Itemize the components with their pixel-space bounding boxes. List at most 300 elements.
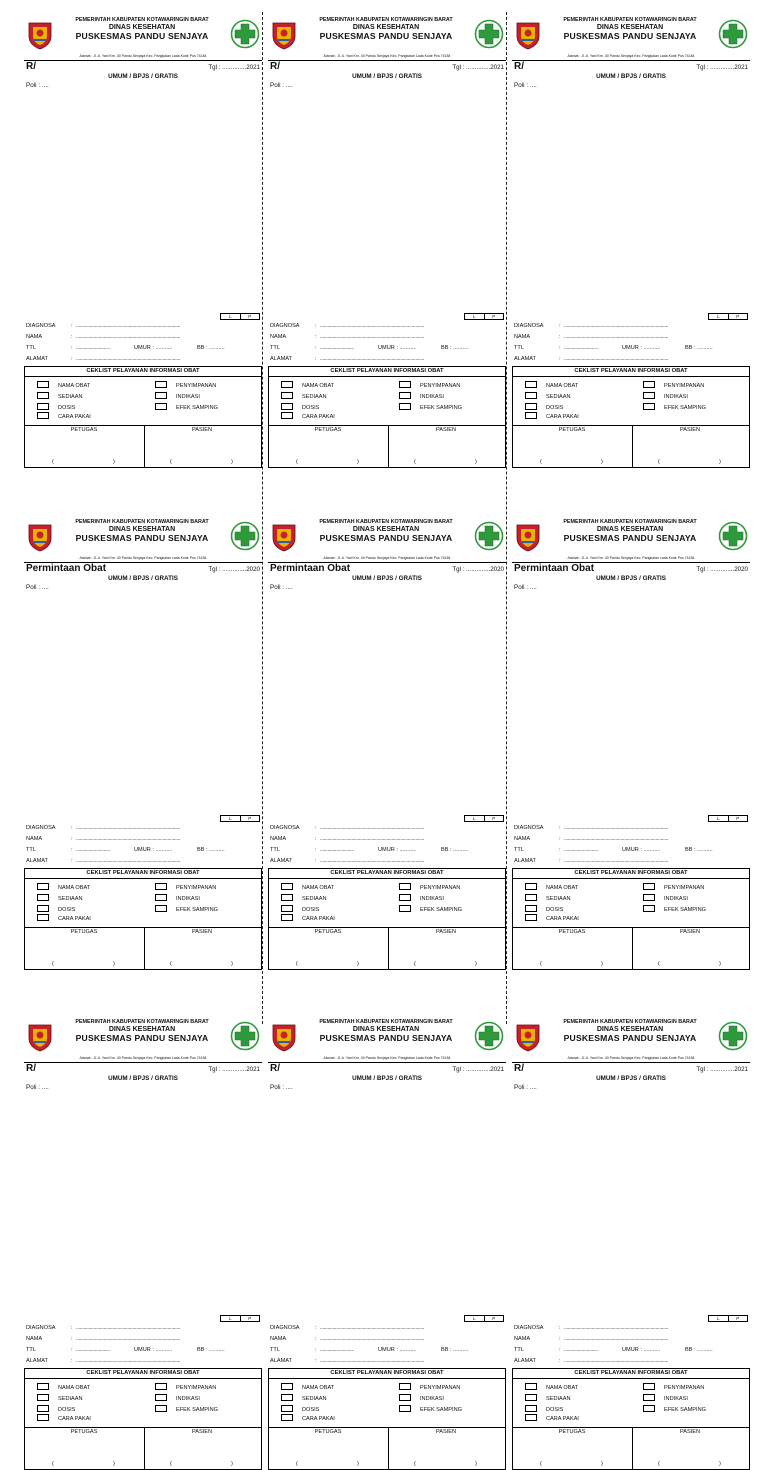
checkbox[interactable] bbox=[525, 1383, 537, 1390]
alamat-dots: ................................................................................... bbox=[564, 858, 669, 864]
payer-type: UMUM / BPJS / GRATIS bbox=[108, 73, 178, 80]
nama-dots: ................................................................................... bbox=[320, 836, 425, 842]
pasien-paren-open: ( bbox=[414, 1461, 416, 1467]
form-title: Permintaan Obat bbox=[514, 563, 595, 574]
colon: : bbox=[315, 847, 317, 853]
gender-l: L bbox=[716, 816, 720, 821]
checklist-grid bbox=[513, 879, 749, 928]
checkbox[interactable] bbox=[525, 894, 537, 901]
department-name: DINAS KESEHATAN bbox=[596, 23, 664, 31]
header-text bbox=[56, 519, 228, 560]
prescription-slip bbox=[268, 14, 506, 474]
colon: : bbox=[559, 825, 561, 831]
checkbox[interactable] bbox=[155, 1405, 167, 1412]
checklist-box bbox=[24, 868, 262, 970]
checklist-title: CEKLIST PELAYANAN INFORMASI OBAT bbox=[513, 869, 749, 879]
date-field: Tgl : ..............2020 bbox=[452, 566, 504, 573]
ttl-dots: ........................... bbox=[76, 847, 110, 853]
checkbox[interactable] bbox=[643, 894, 655, 901]
petugas-paren-open: ( bbox=[296, 961, 298, 967]
pasien-paren-open: ( bbox=[658, 961, 660, 967]
checkbox[interactable] bbox=[643, 883, 655, 890]
slip-header bbox=[512, 1016, 750, 1064]
alamat-label: ALAMAT bbox=[26, 858, 48, 864]
checkbox[interactable] bbox=[525, 1405, 537, 1412]
government-name: PEMERINTAH KABUPATEN KOTAWARINGIN BARAT bbox=[75, 17, 209, 23]
checkbox[interactable] bbox=[643, 1383, 655, 1390]
department-name: DINAS KESEHATAN bbox=[108, 23, 176, 31]
checkbox[interactable] bbox=[37, 1414, 49, 1421]
check-label: CARA PAKAI bbox=[58, 1416, 91, 1422]
ttl-label: TTL bbox=[26, 345, 36, 351]
clinic-name: PUSKESMAS PANDU SENJAYA bbox=[563, 30, 697, 41]
nama-row bbox=[268, 835, 506, 845]
checkbox[interactable] bbox=[281, 914, 293, 921]
check-label: PENYIMPANAN bbox=[420, 383, 461, 389]
gender-p: P bbox=[240, 1316, 260, 1321]
form-title: R/ bbox=[514, 1063, 524, 1074]
colon: : bbox=[315, 1347, 317, 1353]
regency-emblem-icon bbox=[515, 1022, 541, 1052]
colon: : bbox=[71, 825, 73, 831]
check-label: NAMA OBAT bbox=[302, 383, 335, 389]
check-label: PENYIMPANAN bbox=[176, 1385, 217, 1391]
prescription-slip bbox=[24, 1016, 262, 1467]
petugas-paren-open: ( bbox=[540, 459, 542, 465]
colon: : bbox=[315, 356, 317, 362]
checkbox[interactable] bbox=[643, 1394, 655, 1401]
checkbox[interactable] bbox=[281, 403, 293, 410]
nama-label: NAMA bbox=[270, 1336, 287, 1342]
petugas-paren-close: ) bbox=[601, 1461, 603, 1467]
poli-field: Poli : .... bbox=[514, 584, 537, 591]
check-label: SEDIAAN bbox=[546, 394, 571, 400]
clinic-address: Alamat : Jl. A. Yani Km. 40 Pandu Senjaya Kec. Pangkalan Lada Kode Pos 74184 bbox=[567, 556, 695, 560]
checkbox[interactable] bbox=[37, 381, 49, 388]
puskesmas-cross-icon bbox=[718, 1021, 748, 1051]
date-field: Tgl : ..............2020 bbox=[208, 566, 260, 573]
checkbox[interactable] bbox=[155, 403, 167, 410]
check-label: DOSIS bbox=[58, 1407, 76, 1413]
checklist-box bbox=[268, 366, 506, 468]
alamat-row bbox=[512, 1357, 750, 1367]
payer-type: UMUM / BPJS / GRATIS bbox=[596, 1075, 666, 1082]
diagnosa-row bbox=[24, 824, 262, 834]
checkbox[interactable] bbox=[525, 905, 537, 912]
checkbox[interactable] bbox=[37, 412, 49, 419]
clinic-name: PUSKESMAS PANDU SENJAYA bbox=[75, 1032, 209, 1043]
checklist-grid bbox=[25, 879, 261, 928]
check-label: CARA PAKAI bbox=[302, 916, 335, 922]
colon: : bbox=[71, 323, 73, 329]
department-name: DINAS KESEHATAN bbox=[352, 525, 420, 533]
check-label: PENYIMPANAN bbox=[420, 1385, 461, 1391]
checkbox[interactable] bbox=[37, 1383, 49, 1390]
checkbox[interactable] bbox=[281, 381, 293, 388]
checkbox[interactable] bbox=[525, 883, 537, 890]
alamat-label: ALAMAT bbox=[26, 356, 48, 362]
diagnosa-label: DIAGNOSA bbox=[514, 323, 544, 329]
alamat-dots: ................................................................................... bbox=[76, 858, 181, 864]
check-label: SEDIAAN bbox=[302, 1396, 327, 1402]
poli-field: Poli : .... bbox=[26, 1084, 49, 1091]
regency-emblem-icon bbox=[271, 20, 297, 50]
form-title: R/ bbox=[270, 1063, 280, 1074]
checkbox[interactable] bbox=[525, 392, 537, 399]
regency-emblem-icon bbox=[271, 1022, 297, 1052]
colon: : bbox=[559, 334, 561, 340]
clinic-name: PUSKESMAS PANDU SENJAYA bbox=[319, 1032, 453, 1043]
signature-area bbox=[513, 426, 749, 467]
colon: : bbox=[559, 323, 561, 329]
gender-l: L bbox=[228, 816, 232, 821]
ttl-row bbox=[268, 344, 506, 354]
pasien-paren-open: ( bbox=[414, 459, 416, 465]
checkbox[interactable] bbox=[37, 403, 49, 410]
check-label: INDIKASI bbox=[664, 896, 688, 902]
puskesmas-cross-icon bbox=[474, 1021, 504, 1051]
form-title: R/ bbox=[514, 61, 524, 72]
regency-emblem-icon bbox=[27, 522, 53, 552]
checkbox[interactable] bbox=[155, 381, 167, 388]
nama-label: NAMA bbox=[270, 334, 287, 340]
checkbox[interactable] bbox=[281, 1414, 293, 1421]
checkbox[interactable] bbox=[399, 1394, 411, 1401]
check-label: NAMA OBAT bbox=[58, 885, 91, 891]
diagnosa-dots: ................................................................................... bbox=[564, 1325, 669, 1331]
gender-p: P bbox=[240, 314, 260, 319]
nama-row bbox=[24, 333, 262, 343]
diagnosa-label: DIAGNOSA bbox=[514, 1325, 544, 1331]
bb-field: BB : .......... bbox=[685, 847, 713, 853]
checklist-grid bbox=[25, 377, 261, 426]
checkbox[interactable] bbox=[37, 905, 49, 912]
government-name: PEMERINTAH KABUPATEN KOTAWARINGIN BARAT bbox=[563, 17, 697, 23]
government-name: PEMERINTAH KABUPATEN KOTAWARINGIN BARAT bbox=[319, 17, 453, 23]
diagnosa-label: DIAGNOSA bbox=[26, 323, 56, 329]
cut-line-1 bbox=[262, 12, 263, 1024]
payer-type: UMUM / BPJS / GRATIS bbox=[596, 575, 666, 582]
form-title: R/ bbox=[26, 1063, 36, 1074]
department-name: DINAS KESEHATAN bbox=[108, 1025, 176, 1033]
checklist-box bbox=[512, 366, 750, 468]
checklist-title: CEKLIST PELAYANAN INFORMASI OBAT bbox=[269, 1369, 505, 1379]
checkbox[interactable] bbox=[399, 905, 411, 912]
check-label: SEDIAAN bbox=[58, 1396, 83, 1402]
clinic-name: PUSKESMAS PANDU SENJAYA bbox=[563, 1032, 697, 1043]
diagnosa-dots: ................................................................................... bbox=[564, 323, 669, 329]
checkbox[interactable] bbox=[281, 1383, 293, 1390]
diagnosa-row bbox=[512, 824, 750, 834]
check-label: PENYIMPANAN bbox=[664, 1385, 705, 1391]
gender-p: P bbox=[484, 816, 504, 821]
checklist-grid bbox=[269, 879, 505, 928]
pasien-paren-open: ( bbox=[658, 1461, 660, 1467]
checklist-title: CEKLIST PELAYANAN INFORMASI OBAT bbox=[25, 367, 261, 377]
petugas-paren-close: ) bbox=[357, 459, 359, 465]
alamat-row bbox=[268, 355, 506, 365]
checkbox[interactable] bbox=[155, 905, 167, 912]
check-label: INDIKASI bbox=[664, 394, 688, 400]
date-field: Tgl : ..............2021 bbox=[208, 1066, 260, 1073]
bb-field: BB : .......... bbox=[197, 345, 225, 351]
check-label: PENYIMPANAN bbox=[176, 383, 217, 389]
regency-emblem-icon bbox=[515, 20, 541, 50]
header-rule bbox=[24, 60, 262, 61]
alamat-row bbox=[268, 1357, 506, 1367]
petugas-label: PETUGAS bbox=[70, 929, 98, 935]
checkbox[interactable] bbox=[155, 883, 167, 890]
clinic-address: Alamat : Jl. A. Yani Km. 40 Pandu Senjaya Kec. Pangkalan Lada Kode Pos 74184 bbox=[79, 1056, 207, 1060]
bb-field: BB : .......... bbox=[197, 847, 225, 853]
payer-type: UMUM / BPJS / GRATIS bbox=[108, 1075, 178, 1082]
checkbox[interactable] bbox=[643, 381, 655, 388]
check-label: INDIKASI bbox=[420, 394, 444, 400]
alamat-dots: ................................................................................... bbox=[76, 356, 181, 362]
checkbox[interactable] bbox=[399, 381, 411, 388]
checkbox[interactable] bbox=[37, 914, 49, 921]
checkbox[interactable] bbox=[399, 1383, 411, 1390]
checkbox[interactable] bbox=[525, 412, 537, 419]
checkbox[interactable] bbox=[155, 894, 167, 901]
checklist-grid bbox=[513, 1379, 749, 1428]
check-label: CARA PAKAI bbox=[58, 414, 91, 420]
petugas-paren-open: ( bbox=[52, 459, 54, 465]
colon: : bbox=[315, 1358, 317, 1364]
pasien-paren-close: ) bbox=[719, 961, 721, 967]
slip-header bbox=[24, 516, 262, 564]
alamat-dots: ................................................................................... bbox=[564, 356, 669, 362]
ttl-dots: ........................... bbox=[320, 847, 354, 853]
puskesmas-cross-icon bbox=[474, 19, 504, 49]
checkbox[interactable] bbox=[281, 883, 293, 890]
gender-box bbox=[708, 313, 748, 320]
puskesmas-cross-icon bbox=[230, 19, 260, 49]
clinic-address: Alamat : Jl. A. Yani Km. 40 Pandu Senjaya Kec. Pangkalan Lada Kode Pos 74184 bbox=[323, 556, 451, 560]
department-name: DINAS KESEHATAN bbox=[596, 525, 664, 533]
diagnosa-dots: ................................................................................... bbox=[76, 825, 181, 831]
alamat-row bbox=[24, 857, 262, 867]
checkbox[interactable] bbox=[525, 914, 537, 921]
colon: : bbox=[315, 323, 317, 329]
checkbox[interactable] bbox=[37, 1405, 49, 1412]
checkbox[interactable] bbox=[525, 403, 537, 410]
check-label: EFEK SAMPING bbox=[664, 1407, 706, 1413]
pasien-label: PASIEN bbox=[191, 1429, 213, 1435]
government-name: PEMERINTAH KABUPATEN KOTAWARINGIN BARAT bbox=[75, 519, 209, 525]
diagnosa-dots: ................................................................................... bbox=[320, 323, 425, 329]
signature-area bbox=[269, 928, 505, 969]
prescription-slip bbox=[24, 516, 262, 976]
colon: : bbox=[315, 345, 317, 351]
check-label: CARA PAKAI bbox=[546, 414, 579, 420]
petugas-label: PETUGAS bbox=[558, 1429, 586, 1435]
pasien-paren-close: ) bbox=[231, 459, 233, 465]
gender-l: L bbox=[472, 314, 476, 319]
alamat-row bbox=[512, 857, 750, 867]
checklist-title: CEKLIST PELAYANAN INFORMASI OBAT bbox=[25, 1369, 261, 1379]
check-label: NAMA OBAT bbox=[546, 383, 579, 389]
gender-l: L bbox=[228, 1316, 232, 1321]
slip-header bbox=[268, 1016, 506, 1064]
bb-field: BB : .......... bbox=[197, 1347, 225, 1353]
clinic-address: Alamat : Jl. A. Yani Km. 40 Pandu Senjaya Kec. Pangkalan Lada Kode Pos 74184 bbox=[567, 1056, 695, 1060]
diagnosa-label: DIAGNOSA bbox=[270, 825, 300, 831]
diagnosa-dots: ................................................................................... bbox=[76, 1325, 181, 1331]
diagnosa-row bbox=[268, 322, 506, 332]
checkbox[interactable] bbox=[281, 1394, 293, 1401]
pasien-label: PASIEN bbox=[679, 427, 701, 433]
government-name: PEMERINTAH KABUPATEN KOTAWARINGIN BARAT bbox=[563, 519, 697, 525]
checkbox[interactable] bbox=[525, 381, 537, 388]
checkbox[interactable] bbox=[155, 1383, 167, 1390]
checkbox[interactable] bbox=[37, 894, 49, 901]
ttl-label: TTL bbox=[514, 847, 524, 853]
form-title: R/ bbox=[26, 61, 36, 72]
check-label: DOSIS bbox=[302, 907, 320, 913]
petugas-paren-open: ( bbox=[52, 961, 54, 967]
checkbox[interactable] bbox=[399, 1405, 411, 1412]
checkbox[interactable] bbox=[643, 392, 655, 399]
checkbox[interactable] bbox=[281, 1405, 293, 1412]
colon: : bbox=[71, 334, 73, 340]
nama-row bbox=[512, 1335, 750, 1345]
form-title: Permintaan Obat bbox=[26, 563, 107, 574]
diagnosa-label: DIAGNOSA bbox=[514, 825, 544, 831]
checklist-grid bbox=[513, 377, 749, 426]
checklist-title: CEKLIST PELAYANAN INFORMASI OBAT bbox=[513, 367, 749, 377]
checkbox[interactable] bbox=[643, 905, 655, 912]
pasien-paren-close: ) bbox=[231, 1461, 233, 1467]
petugas-label: PETUGAS bbox=[70, 427, 98, 433]
bb-field: BB : .......... bbox=[441, 847, 469, 853]
checkbox[interactable] bbox=[525, 1394, 537, 1401]
checkbox[interactable] bbox=[281, 392, 293, 399]
checkbox[interactable] bbox=[37, 883, 49, 890]
nama-dots: ................................................................................... bbox=[320, 1336, 425, 1342]
petugas-label: PETUGAS bbox=[314, 427, 342, 433]
check-label: EFEK SAMPING bbox=[420, 1407, 462, 1413]
gender-p: P bbox=[728, 816, 748, 821]
prescription-slip bbox=[268, 516, 506, 976]
header-rule bbox=[512, 60, 750, 61]
check-label: INDIKASI bbox=[176, 394, 200, 400]
poli-field: Poli : .... bbox=[26, 584, 49, 591]
petugas-label: PETUGAS bbox=[314, 1429, 342, 1435]
nama-label: NAMA bbox=[514, 836, 531, 842]
pasien-label: PASIEN bbox=[679, 1429, 701, 1435]
prescription-slip bbox=[512, 1016, 750, 1467]
checkbox[interactable] bbox=[525, 1414, 537, 1421]
checkbox[interactable] bbox=[281, 894, 293, 901]
check-label: PENYIMPANAN bbox=[420, 885, 461, 891]
checkbox[interactable] bbox=[643, 1405, 655, 1412]
colon: : bbox=[559, 847, 561, 853]
gender-p: P bbox=[484, 314, 504, 319]
nama-label: NAMA bbox=[26, 334, 43, 340]
gender-l: L bbox=[472, 816, 476, 821]
alamat-label: ALAMAT bbox=[514, 356, 536, 362]
checklist-grid bbox=[25, 1379, 261, 1428]
diagnosa-label: DIAGNOSA bbox=[26, 825, 56, 831]
slip-header bbox=[268, 14, 506, 62]
header-text bbox=[544, 519, 716, 560]
checklist-box bbox=[24, 1368, 262, 1470]
checkbox[interactable] bbox=[399, 392, 411, 399]
check-label: SEDIAAN bbox=[302, 896, 327, 902]
checklist-grid bbox=[269, 1379, 505, 1428]
checkbox[interactable] bbox=[155, 1394, 167, 1401]
clinic-name: PUSKESMAS PANDU SENJAYA bbox=[75, 30, 209, 41]
checkbox[interactable] bbox=[37, 392, 49, 399]
nama-label: NAMA bbox=[26, 1336, 43, 1342]
colon: : bbox=[71, 1325, 73, 1331]
check-label: INDIKASI bbox=[420, 1396, 444, 1402]
ttl-row bbox=[24, 846, 262, 856]
ttl-row bbox=[24, 344, 262, 354]
nama-dots: ................................................................................... bbox=[564, 836, 669, 842]
colon: : bbox=[71, 836, 73, 842]
checklist-title: CEKLIST PELAYANAN INFORMASI OBAT bbox=[25, 869, 261, 879]
pasien-paren-close: ) bbox=[719, 1461, 721, 1467]
clinic-address: Alamat : Jl. A. Yani Km. 40 Pandu Senjaya Kec. Pangkalan Lada Kode Pos 74184 bbox=[79, 556, 207, 560]
checkbox[interactable] bbox=[281, 905, 293, 912]
checkbox[interactable] bbox=[399, 883, 411, 890]
check-label: NAMA OBAT bbox=[546, 885, 579, 891]
umur-field: UMUR : ........... bbox=[622, 847, 661, 853]
check-label: CARA PAKAI bbox=[302, 1416, 335, 1422]
ttl-row bbox=[512, 1346, 750, 1356]
check-label: EFEK SAMPING bbox=[176, 1407, 218, 1413]
petugas-paren-open: ( bbox=[296, 1461, 298, 1467]
pasien-paren-open: ( bbox=[658, 459, 660, 465]
check-label: CARA PAKAI bbox=[302, 414, 335, 420]
check-label: PENYIMPANAN bbox=[664, 885, 705, 891]
checkbox[interactable] bbox=[643, 403, 655, 410]
header-rule bbox=[24, 1062, 262, 1063]
checkbox[interactable] bbox=[155, 392, 167, 399]
pasien-label: PASIEN bbox=[191, 427, 213, 433]
check-label: INDIKASI bbox=[420, 896, 444, 902]
government-name: PEMERINTAH KABUPATEN KOTAWARINGIN BARAT bbox=[563, 1019, 697, 1025]
date-field: Tgl : ..............2021 bbox=[452, 64, 504, 71]
diagnosa-dots: ................................................................................... bbox=[320, 825, 425, 831]
checkbox[interactable] bbox=[37, 1394, 49, 1401]
ttl-dots: ........................... bbox=[564, 345, 598, 351]
checkbox[interactable] bbox=[399, 403, 411, 410]
petugas-paren-close: ) bbox=[113, 459, 115, 465]
checkbox[interactable] bbox=[399, 894, 411, 901]
check-label: DOSIS bbox=[302, 405, 320, 411]
checklist-box bbox=[512, 868, 750, 970]
prescription-slip bbox=[512, 516, 750, 976]
gender-p: P bbox=[484, 1316, 504, 1321]
checkbox[interactable] bbox=[281, 412, 293, 419]
header-text bbox=[56, 17, 228, 58]
diagnosa-row bbox=[24, 322, 262, 332]
bb-field: BB : .......... bbox=[441, 345, 469, 351]
prescription-slip bbox=[24, 14, 262, 474]
check-label: EFEK SAMPING bbox=[176, 405, 218, 411]
check-label: NAMA OBAT bbox=[302, 885, 335, 891]
gender-p: P bbox=[728, 1316, 748, 1321]
signature-area bbox=[25, 1428, 261, 1469]
umur-field: UMUR : ........... bbox=[622, 345, 661, 351]
clinic-name: PUSKESMAS PANDU SENJAYA bbox=[75, 532, 209, 543]
check-label: SEDIAAN bbox=[302, 394, 327, 400]
check-label: DOSIS bbox=[58, 907, 76, 913]
umur-field: UMUR : ........... bbox=[134, 847, 173, 853]
